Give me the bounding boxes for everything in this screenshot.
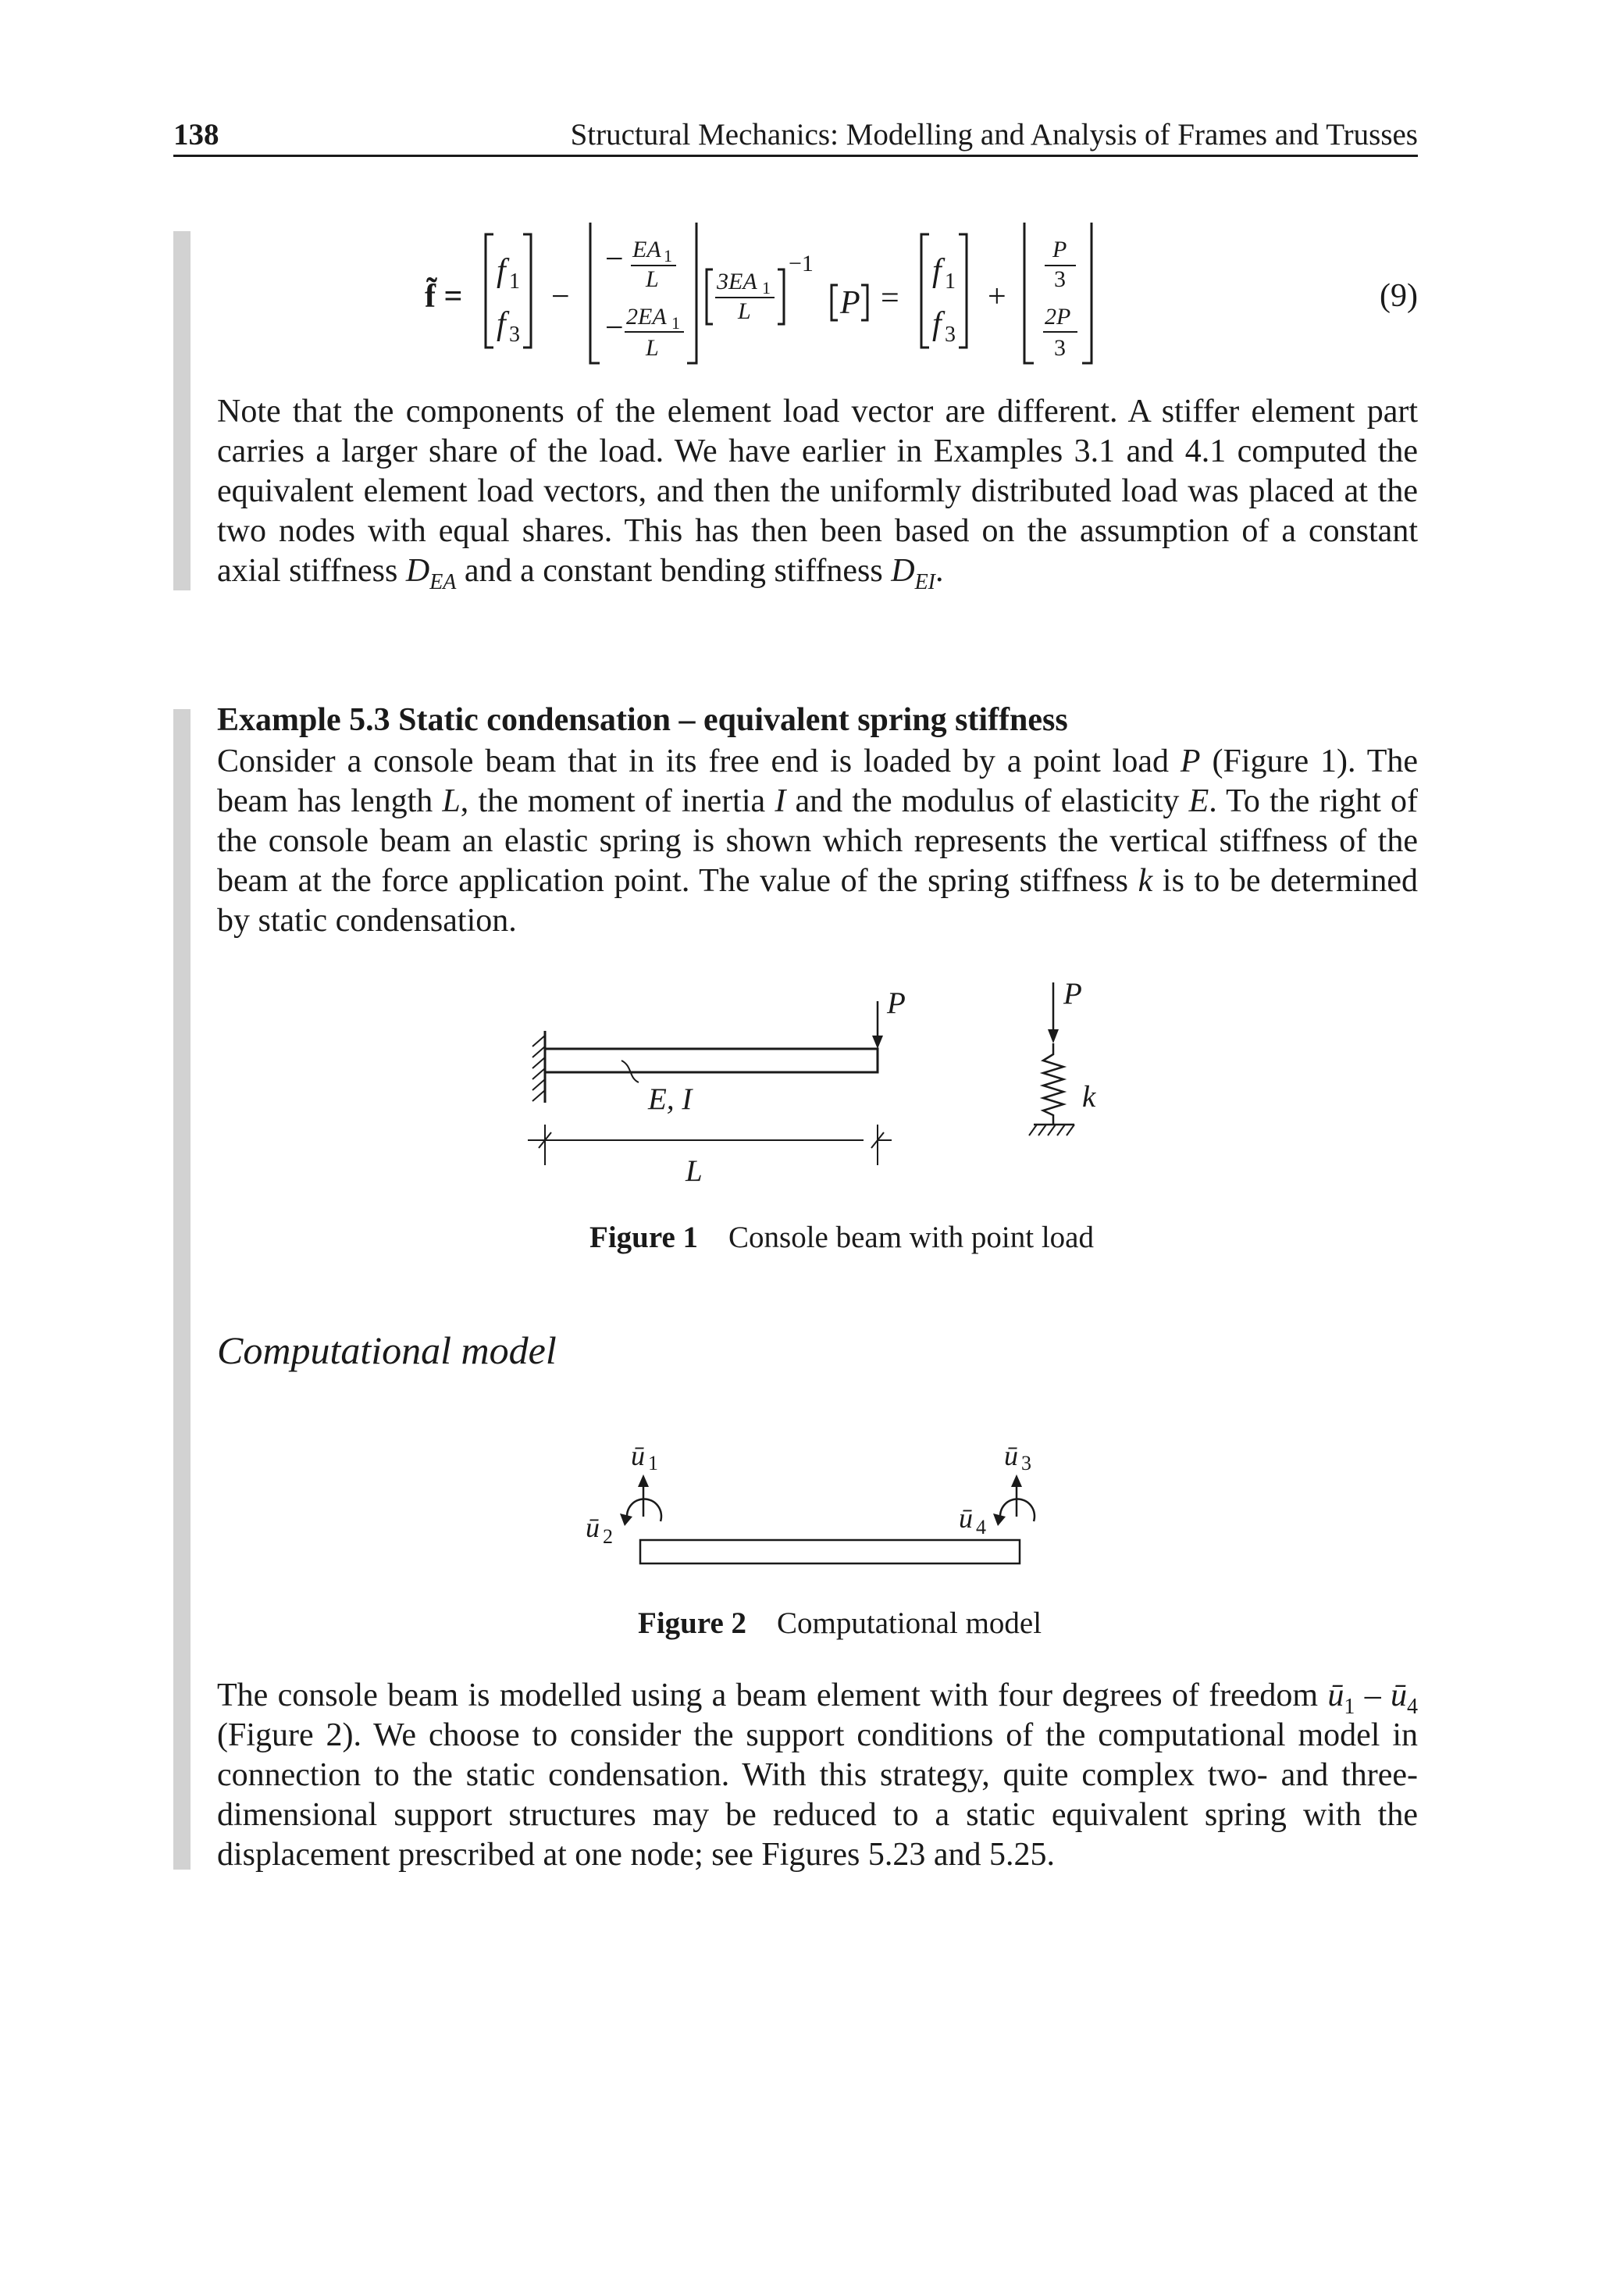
eq-ea1-sub: 1	[664, 246, 672, 266]
equation-9	[406, 223, 1109, 379]
bracket-left	[1024, 223, 1034, 363]
figure-2-caption: Figure 2 Computational model	[638, 1606, 1042, 1640]
arrowhead-spring	[1048, 1029, 1059, 1043]
eq-f1: f	[497, 253, 506, 289]
wall-hatch	[532, 1036, 545, 1101]
section-title: Computational model	[217, 1328, 557, 1372]
eq-minus: −	[605, 241, 624, 277]
sidebar-bar-example	[173, 709, 191, 1870]
arrowhead-u1	[638, 1474, 649, 1487]
beam-rect	[545, 1049, 878, 1072]
label-u1: ū	[631, 1440, 645, 1471]
bracket-right	[1082, 223, 1092, 363]
figure-2-computational-model	[570, 1429, 1077, 1585]
eq-f3-sub: 3	[945, 323, 956, 347]
sidebar-bar-top	[173, 231, 191, 590]
paragraph-load-vector: Note that the components of the element load vector are different. A stiffer element part carries a larger share of the load. We have earlier in Examples 3.1 and 4.1 computed the equivalent element load vectors, and then the uniformly distributed load was placed at the two nodes with equal shares. This has then been based on the assumption of a constant axial stiffness $D_{EA}$ and a constant bending stiffness $D_{EI}$.	[217, 394, 1418, 594]
bracket-left	[486, 234, 493, 348]
eq-den-L: L	[646, 266, 659, 292]
figure-1-caption: Figure 1 Console beam with point load	[589, 1221, 1094, 1254]
eq-P-top: P	[1052, 237, 1067, 262]
bracket-left	[590, 223, 600, 363]
spring-ground-hatch	[1029, 1125, 1074, 1136]
bracket-left	[832, 285, 838, 320]
bracket-right	[861, 285, 867, 320]
figure-1-console-beam	[515, 968, 1124, 1203]
label-u4: ū	[959, 1503, 973, 1534]
label-u2-sub: 2	[603, 1525, 613, 1548]
eq-2ea1-sub: 1	[671, 313, 680, 333]
label-L: L	[686, 1154, 703, 1188]
eq-f3: f	[497, 306, 506, 342]
eq-ea1-num: EA	[632, 237, 661, 262]
equation-number: (9)	[1380, 278, 1418, 314]
bracket-right	[687, 223, 696, 363]
bracket-left	[707, 269, 713, 324]
example-title: Example 5.3 Static condensation – equivalent spring stiffness	[217, 702, 1068, 738]
page-number: 138	[173, 118, 219, 152]
paragraph-computational-model: The console beam is modelled using a beam element with four degrees of freedom $ū_1$ – $ū_4$ (Figure 2). We choose to consider the support conditions of the computational model in connection to the static condensation. With this strategy, quite complex two- and three-dimensional support structures may be reduced to a static equivalent spring with the displacement prescribed at one node; see Figures 5.23 and 5.25.	[217, 1677, 1419, 1873]
eq-f3: f	[932, 306, 942, 342]
eq-three-den: 3	[1054, 266, 1066, 292]
arrowhead-u4	[993, 1513, 1006, 1526]
eq-three-den: 3	[1054, 335, 1066, 361]
eq-minus: −	[605, 310, 624, 346]
running-title: Structural Mechanics: Modelling and Analysis of Frames and Trusses	[570, 118, 1418, 152]
bracket-right	[523, 234, 531, 348]
eq-f3-sub: 3	[509, 323, 520, 347]
eq-f1: f	[932, 253, 942, 289]
eq-3ea1-num: 3EA	[717, 269, 757, 294]
arrowhead-beam	[872, 1036, 883, 1049]
eq-plus: +	[988, 279, 1006, 315]
eq-f1-sub: 1	[509, 269, 520, 294]
eq-f1-sub: 1	[945, 269, 956, 294]
eq-den-L: L	[738, 298, 751, 324]
label-u3-sub: 3	[1021, 1452, 1031, 1474]
spring-coil	[1043, 1043, 1063, 1125]
paragraph-example: Consider a console beam that in its free end is loaded by a point load P (Figure 1). The beam has length L, the moment of inertia I and the modulus of elasticity E. To the right of the console beam an elastic spring is shown which represents the vertical stiffness of the beam at the force application point. The value of the spring stiffness k is to be determined by static condensation.	[217, 743, 1419, 939]
eq-den-L: L	[646, 335, 659, 361]
eq-minus: −	[551, 279, 570, 315]
header-rule	[173, 155, 1418, 157]
bracket-left	[921, 234, 929, 348]
eq-inverse-exp: −1	[789, 251, 814, 276]
eq-2ea1-num: 2EA	[626, 304, 667, 330]
bracket-right	[778, 269, 784, 324]
eq-P: P	[840, 285, 860, 321]
label-P-beam: P	[887, 986, 906, 1020]
label-k: k	[1082, 1080, 1096, 1114]
arrowhead-u3	[1011, 1474, 1022, 1487]
eq-2P: 2P	[1045, 304, 1071, 330]
label-P-spring: P	[1063, 977, 1082, 1011]
label-EI: E, I	[648, 1082, 693, 1116]
arrowhead-u2	[620, 1513, 632, 1526]
eq-lhs: f̃ =	[425, 279, 463, 315]
element-rect	[640, 1540, 1020, 1563]
label-u2: ū	[586, 1512, 600, 1543]
bracket-right	[959, 234, 967, 348]
eq-equals: =	[881, 280, 899, 316]
eq-3ea1-sub: 1	[762, 278, 771, 298]
label-u3: ū	[1004, 1440, 1018, 1471]
label-u4-sub: 4	[976, 1516, 986, 1538]
label-u1-sub: 1	[648, 1452, 658, 1474]
